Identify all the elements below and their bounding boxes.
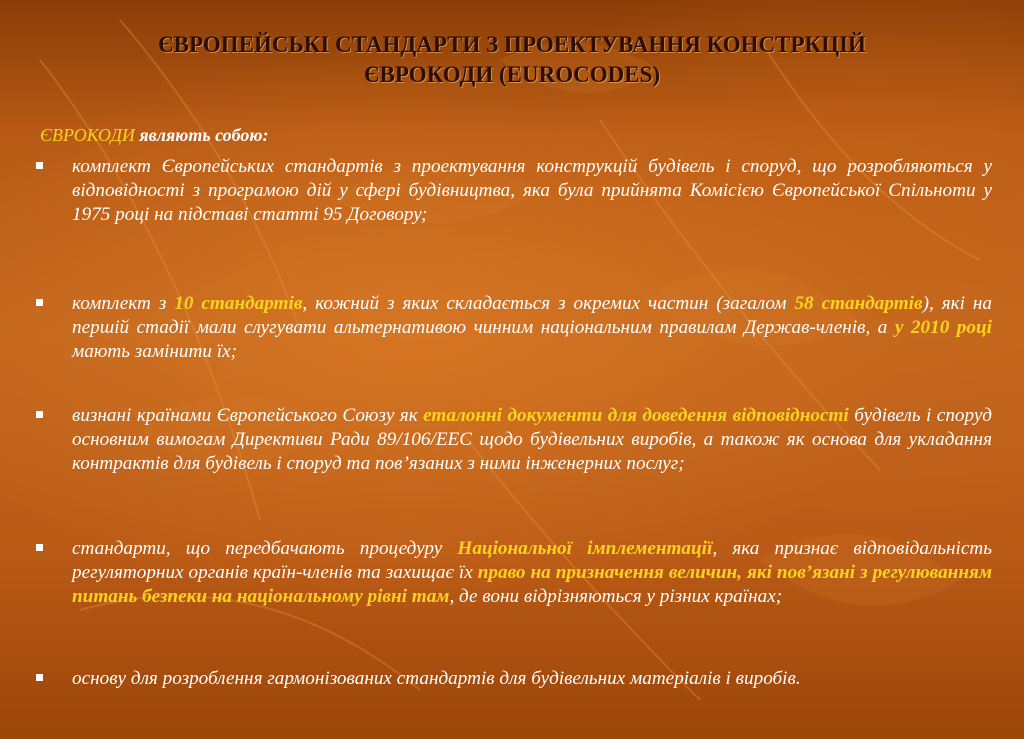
slide-title-line1: ЄВРОПЕЙСЬКІ СТАНДАРТИ З ПРОЕКТУВАННЯ КОНСТРКЦІЙ: [158, 32, 866, 57]
bullet-2-text-part3: ), які на першій стадії мали слугувати альтернативою чинним національним правилам Держав-членів, а: [72, 293, 992, 338]
bullet-2-highlight-2: 58 стандартів: [794, 293, 923, 314]
bullet-2-highlight-1: 10 стандартів: [174, 293, 303, 314]
bullet-item-2: [72, 292, 992, 364]
bullet-2-text-part2: , кожний з яких складається з окремих частин (загалом: [302, 293, 795, 314]
bullet-4-text-part3: , де вони відрізняються у різних країнах;: [449, 586, 783, 607]
bullet-item-4: [72, 537, 992, 609]
bullet-5-text: основу для розроблення гармонізованих стандартів для будівельних матеріалів і виробів.: [72, 668, 801, 689]
bullet-marker-5: [36, 674, 43, 681]
bullet-marker-2: [36, 299, 43, 306]
bullet-item-5: [72, 667, 992, 691]
bullet-4-text-part1: стандарти, що передбачають процедуру: [72, 538, 458, 559]
bullet-item-1: [72, 155, 992, 227]
bullet-marker-1: [36, 162, 43, 169]
bullet-1-text: комплект Європейських стандартів з проектування конструкцій будівель і споруд, що розробляються у відповідності з програмою дій у сфері будівництва, яка була прийнята Комісією Європейської Спільноти у 1975 році на підставі статті 95 Договору;: [72, 156, 992, 225]
bullet-2-highlight-3: у 2010 році: [894, 317, 992, 338]
bullet-2-text-part4: мають замінити їх;: [72, 341, 238, 362]
bullet-item-3: [72, 404, 992, 476]
bullet-4-highlight-2: право на призначення величин, які пов’язані з регулюванням питань безпеки на національному рівні там: [72, 562, 992, 607]
bullet-marker-3: [36, 411, 43, 418]
bullet-4-highlight-1: Національної імплементації: [457, 538, 713, 559]
bullet-3-highlight-1: еталонні документи для доведення відповідності: [423, 405, 849, 426]
bullet-3-text-part1: визнані країнами Європейського Союзу як: [72, 405, 424, 426]
intro-text: являють собою:: [134, 125, 269, 145]
bullet-marker-4: [36, 544, 43, 551]
bullet-4-text-part2: , яка признає відповідальність регуляторних органів країн-членів та захищає їх: [72, 538, 992, 583]
intro-line: [40, 125, 269, 146]
bullet-3-text-part2: будівель і споруд основним вимогам Директиви Ради 89/106/ЕЕС щодо будівельних виробів, а також як основа для укладання контрактів для будівель і споруд та пов’язаних з ними інженерних послуг;: [72, 405, 993, 474]
bullet-2-text-part1: комплект з: [72, 293, 175, 314]
intro-highlight: ЄВРОКОДИ: [40, 125, 135, 145]
slide-title-line2: ЄВРОКОДИ (EUROCODES): [363, 62, 661, 87]
